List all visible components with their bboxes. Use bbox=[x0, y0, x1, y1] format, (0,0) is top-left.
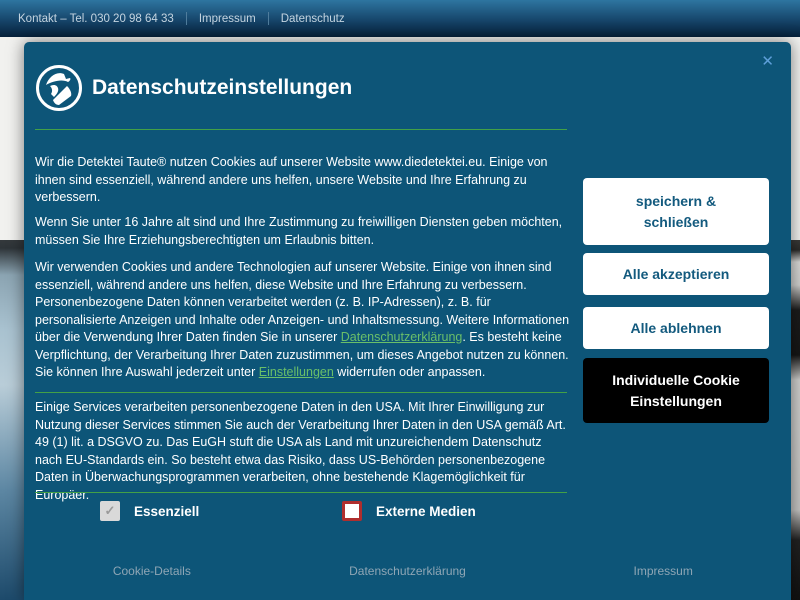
essential-checkbox-label: Essenziell bbox=[134, 503, 200, 519]
cookie-consent-dialog bbox=[24, 42, 791, 600]
dialog-header bbox=[35, 64, 352, 112]
text-segment: Wir verwenden Cookies und andere Technologien auf unserer Website. Einige von ihnen sind essenziell, während andere uns helfen, diese Website und Ihre Erfahrung zu verbessern. Personenbezogene Daten können verarbeitet werden (z. B. IP-Adressen), z. B. für personalisierte Anzeigen und Inhalte oder Anzeigen- und Inhaltsmessung. Weitere Informationen über die Verwendung Ihrer Daten finden Sie in unserer bbox=[35, 260, 570, 344]
inline-link[interactable]: Datenschutzerklärung bbox=[340, 330, 463, 344]
topbar-link-impressum[interactable]: Impressum bbox=[198, 12, 256, 25]
footer-link-impressum[interactable]: Impressum bbox=[633, 564, 693, 578]
external-media-checkbox[interactable] bbox=[342, 501, 362, 521]
divider bbox=[268, 12, 269, 25]
topbar-link-datenschutz[interactable]: Datenschutz bbox=[280, 12, 345, 25]
footer-link-datenschutzerklaerung[interactable]: Datenschutzerklärung bbox=[349, 564, 466, 578]
essential-checkbox[interactable]: ✓ bbox=[100, 501, 120, 521]
paragraph-intro: Wir die Detektei Taute® nutzen Cookies auf unserer Website www.diedetektei.eu. Einige von ihnen sind essenziell, während andere uns helfen, unsere Website und Ihre Erfahrung zu verbessern. bbox=[35, 155, 548, 204]
dialog-footer bbox=[24, 564, 791, 578]
paragraph-consent bbox=[35, 259, 571, 382]
top-contact-bar bbox=[0, 0, 800, 37]
contact-phone: Kontakt – Tel. 030 20 98 64 33 bbox=[18, 12, 174, 25]
detective-logo-icon bbox=[35, 64, 83, 112]
text-segment: widerrufen oder anpassen. bbox=[333, 365, 486, 379]
dialog-actions bbox=[583, 178, 769, 423]
text-segment: . Es besteht keine Verpflichtung, der Verarbeitung Ihrer Daten zuzustimmen, um dieses Angebot nutzen zu können. Sie können Ihre Auswahl jederzeit unter bbox=[35, 330, 569, 379]
deny-all-button[interactable]: Alle ablehnen bbox=[583, 307, 769, 349]
paragraph-usa: Einige Services verarbeiten personenbezogene Daten in den USA. Mit Ihrer Einwilligung zur Nutzung dieser Services stimmen Sie auch der Verarbeitung Ihrer Daten in den USA gemäß Art. 49 (1) lit. a DSGVO zu. Das EuGH stuft die USA als Land mit unzureichendem Datenschutz nach EU-Standards ein. So besteht etwa das Risiko, dass US-Behörden personenbezogene Daten in Überwachungsprogrammen verarbeiten, ohne bestehende Klagemöglichkeit für Europäer. bbox=[35, 400, 566, 502]
external-media-checkbox-label: Externe Medien bbox=[376, 503, 476, 519]
dialog-title: Datenschutzeinstellungen bbox=[92, 76, 353, 99]
separator-line bbox=[35, 129, 567, 130]
accept-all-button[interactable]: Alle akzeptieren bbox=[583, 253, 769, 295]
footer-link-cookie-details[interactable]: Cookie-Details bbox=[112, 564, 191, 578]
paragraph-minors: Wenn Sie unter 16 Jahre alt sind und Ihre Zustimmung zu freiwilligen Diensten geben möchten, müssen Sie Ihre Erziehungsberechtigten um Erlaubnis bitten. bbox=[35, 215, 563, 247]
close-icon[interactable]: ✕ bbox=[761, 53, 774, 70]
divider bbox=[186, 12, 187, 25]
individual-cookie-settings-button[interactable]: Individuelle Cookie Einstellungen bbox=[583, 358, 769, 423]
checkbox-row-external-media bbox=[342, 501, 476, 521]
separator-line bbox=[35, 492, 567, 493]
inline-link[interactable]: Einstellungen bbox=[258, 365, 334, 379]
save-and-close-button[interactable]: speichern & schließen bbox=[583, 178, 769, 245]
checkbox-row-essential bbox=[100, 501, 199, 521]
separator-line bbox=[35, 392, 567, 393]
